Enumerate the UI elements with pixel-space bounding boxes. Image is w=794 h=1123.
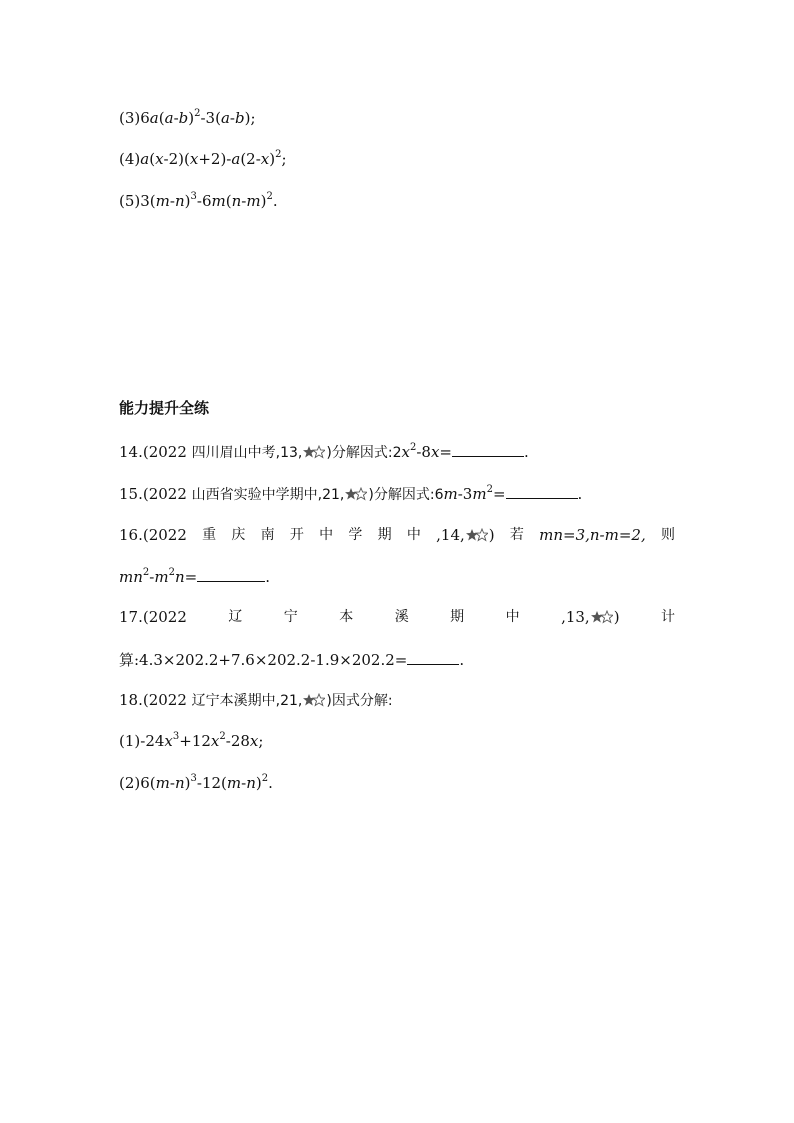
section-title: 能力提升全练	[119, 399, 210, 417]
question-16: 16.(2022 重 庆 南 开 中 学 期 中 ,14, ) 若 mn=3,n-m=2, 则	[119, 526, 675, 544]
answer-blank[interactable]	[197, 566, 265, 582]
question-14: 14.(2022 四川眉山中考,13, )分解因式$:2x^2-8x=$ .	[119, 442, 529, 461]
answer-blank[interactable]	[407, 649, 459, 665]
difficulty-star-icon	[466, 528, 488, 542]
question-18-part-2: $(2)6(m-n)^3-12(m-n)^2$.	[119, 773, 273, 792]
question-15: 15.(2022 山西省实验中学期中,21, )分解因式$:6m-3m^2=$ .	[119, 484, 583, 503]
answer-blank[interactable]	[452, 441, 524, 457]
question-17: 17.(2022 辽 宁 本 溪 期 中 ,13, ) 计	[119, 608, 675, 626]
question-18: 18.(2022 辽宁本溪期中,21, )因式分解:	[119, 691, 393, 709]
difficulty-star-icon	[591, 610, 613, 624]
question-16-continued: $mn^2-m^2n=$ .	[119, 567, 270, 586]
answer-blank[interactable]	[506, 483, 578, 499]
question-17-continued: 算:4.3×202.2+7.6×202.2-1.9×202.2= .	[119, 651, 465, 669]
difficulty-star-icon	[303, 693, 325, 707]
difficulty-star-icon	[345, 487, 367, 501]
subproblem-3: $(3)6a(a-b)^2-3(a-b)$;	[119, 108, 256, 127]
subproblem-5: $(5)3(m-n)^3-6m(n-m)^2$.	[119, 191, 278, 210]
question-18-part-1: $(1)-24x^3+12x^2-28x$;	[119, 731, 264, 750]
subproblem-4: $(4)a(x-2)(x+2)-a(2-x)^2$;	[119, 149, 287, 168]
difficulty-star-icon	[303, 445, 325, 459]
